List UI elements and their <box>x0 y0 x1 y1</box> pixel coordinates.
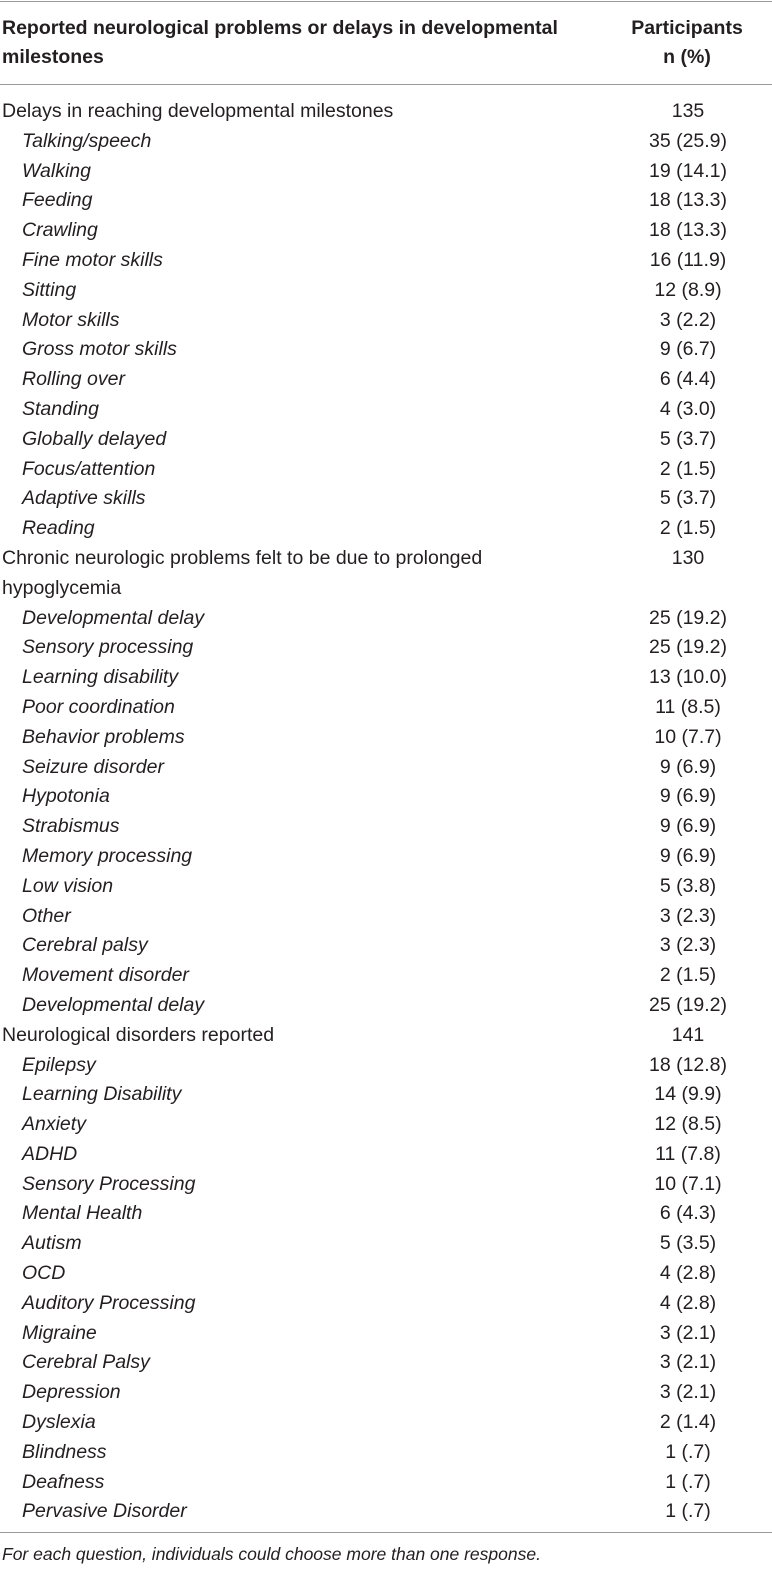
item-count: 4 (2.8) <box>659 1291 717 1314</box>
item-label: Dyslexia <box>22 1411 96 1434</box>
item-count: 4 (3.0) <box>659 397 717 420</box>
item-label: OCD <box>22 1262 66 1285</box>
table-row <box>0 1170 772 1200</box>
item-count: 19 (14.1) <box>648 159 728 182</box>
item-label: Learning Disability <box>22 1083 182 1106</box>
item-count: 25 (19.2) <box>648 606 728 629</box>
table-row <box>0 663 772 693</box>
item-label: Seizure disorder <box>22 755 164 778</box>
section-total: 135 <box>671 100 705 122</box>
table-row <box>0 365 772 395</box>
item-label: ADHD <box>22 1142 78 1165</box>
item-count: 10 (7.7) <box>654 725 722 748</box>
item-count: 9 (6.9) <box>659 785 717 808</box>
section-row <box>0 97 772 127</box>
item-count: 11 (7.8) <box>655 1142 721 1165</box>
item-count: 13 (10.0) <box>648 666 728 689</box>
table-row <box>0 455 772 485</box>
item-label: Feeding <box>22 189 93 212</box>
item-label: Anxiety <box>22 1113 86 1136</box>
item-label: Focus/attention <box>22 457 156 480</box>
item-label: Crawling <box>22 219 98 242</box>
table-row <box>0 1229 772 1259</box>
table-row <box>0 484 772 514</box>
table-row <box>0 1289 772 1319</box>
table-row <box>0 1051 772 1081</box>
table-row <box>0 425 772 455</box>
item-label: Standing <box>22 397 99 420</box>
header-n-percent-label: n (%) <box>663 46 711 68</box>
table-bottom-rule <box>0 1532 772 1533</box>
header-col-problems: Reported neurological problems or delays in developmental milestones <box>2 17 558 68</box>
table-header <box>0 14 772 76</box>
item-label: Migraine <box>22 1321 97 1344</box>
table-row <box>0 335 772 365</box>
header-rule <box>0 84 772 85</box>
section-total: 130 <box>671 546 705 569</box>
item-count: 12 (8.9) <box>654 278 722 301</box>
item-count: 9 (6.9) <box>659 815 717 838</box>
item-label: Learning disability <box>22 666 179 689</box>
item-count: 16 (11.9) <box>649 248 727 271</box>
table-row <box>0 604 772 634</box>
item-label: Low vision <box>22 874 114 897</box>
item-label: Poor coordination <box>22 695 175 718</box>
item-count: 25 (19.2) <box>648 636 728 659</box>
table-row <box>0 872 772 902</box>
item-count: 2 (1.5) <box>659 964 717 987</box>
table-row <box>0 931 772 961</box>
item-label: Deafness <box>22 1470 105 1493</box>
item-label: Developmental delay <box>22 606 205 629</box>
table-row <box>0 1199 772 1229</box>
item-label: Rolling over <box>22 368 125 391</box>
item-count: 9 (6.7) <box>659 338 717 361</box>
item-count: 3 (2.1) <box>659 1351 717 1374</box>
section-label: Chronic neurologic problems felt to be due to prolonged hypoglycemia <box>2 546 483 599</box>
item-label: Hypotonia <box>22 785 110 808</box>
table-row <box>0 961 772 991</box>
item-count: 5 (3.7) <box>659 427 717 450</box>
table-row <box>0 1497 772 1527</box>
table-row <box>0 782 772 812</box>
table-row <box>0 127 772 157</box>
item-count: 14 (9.9) <box>654 1083 722 1106</box>
item-count: 9 (6.9) <box>659 755 717 778</box>
item-label: Sensory Processing <box>22 1172 196 1195</box>
table-row <box>0 276 772 306</box>
item-label: Globally delayed <box>22 427 167 450</box>
table-row <box>0 842 772 872</box>
item-count: 6 (4.3) <box>659 1202 717 1225</box>
item-count: 4 (2.8) <box>659 1262 717 1285</box>
item-count: 18 (13.3) <box>648 189 728 212</box>
item-count: 2 (1.5) <box>659 517 717 540</box>
table-row <box>0 157 772 187</box>
table-row <box>0 902 772 932</box>
item-label: Developmental delay <box>22 993 205 1016</box>
table-row <box>0 991 772 1021</box>
item-label: Motor skills <box>22 308 120 331</box>
item-label: Behavior problems <box>22 725 185 748</box>
item-count: 1 (.7) <box>665 1470 711 1493</box>
item-count: 12 (8.5) <box>654 1113 722 1136</box>
item-label: Gross motor skills <box>22 338 177 361</box>
table-row <box>0 216 772 246</box>
item-label: Epilepsy <box>22 1053 96 1076</box>
item-count: 1 (.7) <box>665 1500 711 1523</box>
item-label: Auditory Processing <box>22 1291 196 1314</box>
table-row <box>0 246 772 276</box>
table-row <box>0 306 772 336</box>
item-count: 2 (1.4) <box>659 1411 717 1434</box>
item-count: 3 (2.1) <box>659 1381 717 1404</box>
item-count: 5 (3.5) <box>659 1232 717 1255</box>
table-row <box>0 812 772 842</box>
item-label: Mental Health <box>22 1202 143 1225</box>
item-label: Sitting <box>22 278 77 301</box>
item-count: 6 (4.4) <box>659 368 717 391</box>
table-row <box>0 1140 772 1170</box>
table-row <box>0 1378 772 1408</box>
section-label: Neurological disorders reported <box>2 1023 275 1046</box>
table-row <box>0 1348 772 1378</box>
table-row <box>0 1080 772 1110</box>
item-label: Adaptive skills <box>22 487 146 510</box>
section-total: 141 <box>671 1023 705 1046</box>
item-count: 18 (13.3) <box>648 219 728 242</box>
item-count: 3 (2.3) <box>659 934 717 957</box>
item-label: Cerebral palsy <box>22 934 148 957</box>
table-row <box>0 1259 772 1289</box>
item-label: Cerebral Palsy <box>22 1351 150 1374</box>
header-participants-label: Participants <box>631 17 743 39</box>
item-count: 3 (2.3) <box>659 904 717 927</box>
item-count: 5 (3.7) <box>659 487 717 510</box>
table-row <box>0 1408 772 1438</box>
item-label: Movement disorder <box>22 964 189 987</box>
table-row <box>0 753 772 783</box>
item-count: 1 (.7) <box>665 1440 711 1463</box>
item-count: 35 (25.9) <box>648 129 728 152</box>
table-row <box>0 1468 772 1498</box>
item-count: 3 (2.1) <box>659 1321 717 1344</box>
item-label: Strabismus <box>22 815 120 838</box>
item-label: Fine motor skills <box>22 248 163 271</box>
item-count: 25 (19.2) <box>648 993 728 1016</box>
item-label: Walking <box>22 159 92 182</box>
item-label: Memory processing <box>22 844 193 867</box>
table-row <box>0 186 772 216</box>
section-row <box>0 544 772 604</box>
table-row <box>0 1319 772 1349</box>
item-label: Autism <box>22 1232 82 1255</box>
item-label: Sensory processing <box>22 636 194 659</box>
item-count: 10 (7.1) <box>654 1172 722 1195</box>
item-label: Blindness <box>22 1440 107 1463</box>
table-row <box>0 395 772 425</box>
table-top-rule <box>0 1 772 2</box>
item-label: Pervasive Disorder <box>22 1500 187 1523</box>
item-label: Talking/speech <box>22 129 152 152</box>
section-label: Delays in reaching developmental milestones <box>2 100 394 122</box>
table-row <box>0 514 772 544</box>
item-label: Depression <box>22 1381 121 1404</box>
table-row <box>0 633 772 663</box>
item-count: 2 (1.5) <box>659 457 717 480</box>
item-count: 18 (12.8) <box>648 1053 728 1076</box>
item-label: Other <box>22 904 71 927</box>
table-row <box>0 693 772 723</box>
item-label: Reading <box>22 517 95 540</box>
table-row <box>0 723 772 753</box>
item-count: 5 (3.8) <box>659 874 717 897</box>
section-row <box>0 1021 772 1051</box>
item-count: 9 (6.9) <box>659 844 717 867</box>
table-footnote: For each question, individuals could choose more than one response. <box>2 1544 541 1564</box>
table-row <box>0 1438 772 1468</box>
table-row <box>0 1110 772 1140</box>
header-col-participants <box>612 14 762 72</box>
table-body <box>0 97 772 1527</box>
item-count: 3 (2.2) <box>659 308 717 331</box>
item-count: 11 (8.5) <box>655 695 721 718</box>
